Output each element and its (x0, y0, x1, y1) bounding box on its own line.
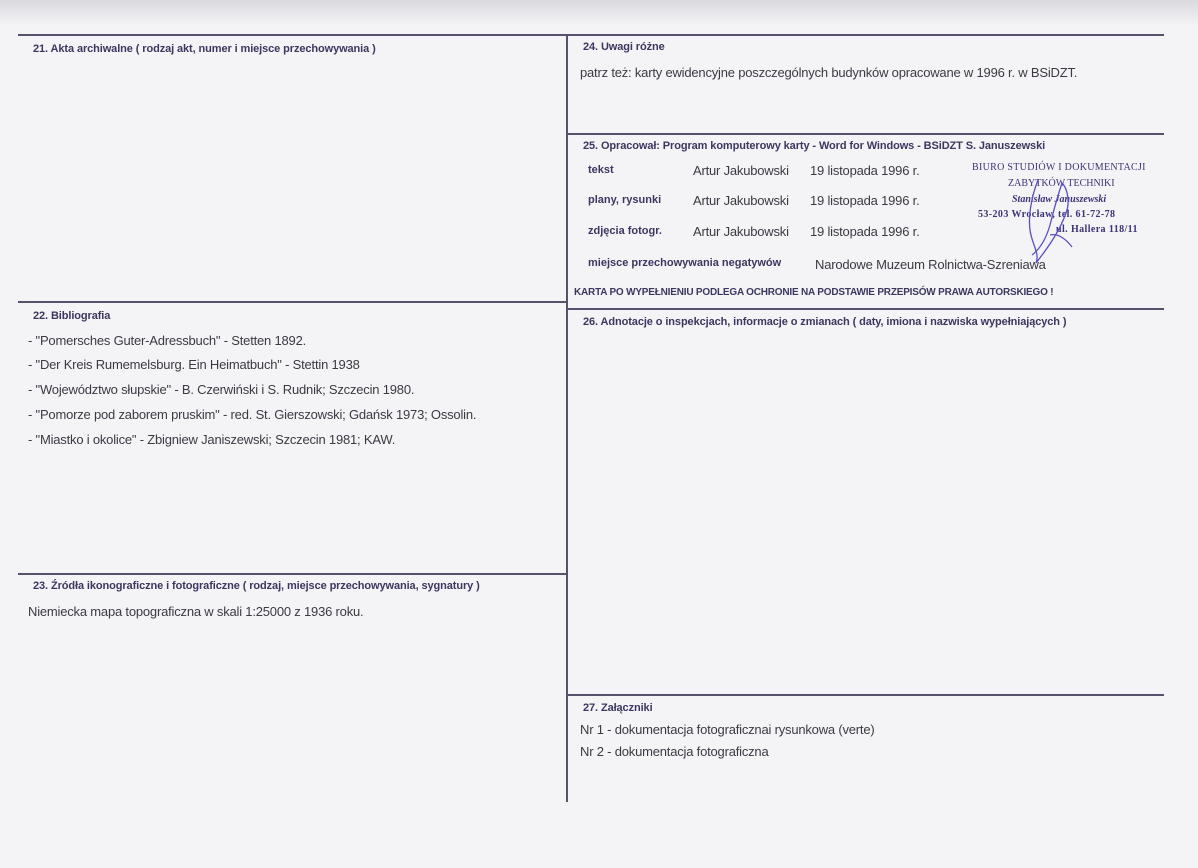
bibliography-item: - "Pomersches Guter-Adressbuch" - Stetten 1892. (28, 333, 307, 348)
attachment-item: Nr 2 - dokumentacja fotograficzna (580, 744, 769, 759)
stamp-line: ZABYTKÓW TECHNIKI (1008, 178, 1115, 189)
attachment-item: Nr 1 - dokumentacja fotograficznai rysunkowa (verte) (580, 722, 875, 737)
bibliography-item: - "Der Kreis Rumemelsburg. Ein Heimatbuch" - Stettin 1938 (28, 357, 360, 372)
section-27-header: 27. Załączniki (583, 702, 653, 714)
remarks-text: patrz też: karty ewidencyjne poszczególnych budynków opracowane w 1996 r. w BSiDZT. (580, 65, 1078, 80)
rule-left-23 (18, 573, 568, 575)
stamp-line: BIURO STUDIÓW I DOKUMENTACJI (972, 162, 1146, 173)
section-23-header: 23. Źródła ikonograficzne i fotograficzne ( rodzaj, miejsce przechowywania, sygnatury ) (33, 580, 480, 592)
prepared-date: 19 listopada 1996 r. (810, 224, 920, 239)
bibliography-item: - "Pomorze pod zaborem pruskim" - red. St. Gierszowski; Gdańsk 1973; Ossolin. (28, 407, 477, 422)
prepared-author: Artur Jakubowski (693, 163, 789, 178)
prepared-author: Artur Jakubowski (693, 224, 789, 239)
scan-top-edge (0, 0, 1198, 26)
section-25-header: 25. Opracował: Program komputerowy karty - Word for Windows - BSiDZT S. Januszewski (583, 140, 1046, 152)
prepared-label-photos: zdjęcia fotogr. (588, 225, 662, 237)
negatives-label: miejsce przechowywania negatywów (588, 257, 782, 269)
rule-left-22 (18, 301, 568, 303)
iconography-text: Niemiecka mapa topograficzna w skali 1:25000 z 1936 roku. (28, 604, 364, 619)
bibliography-item: - "Miastko i okolice" - Zbigniew Janiszewski; Szczecin 1981; KAW. (28, 432, 396, 447)
signature-mark (1010, 175, 1090, 275)
section-26-header: 26. Adnotacje o inspekcjach, informacje o zmianach ( daty, imiona i nazwiska wypełniających ) (583, 316, 1067, 328)
negatives-value: Narodowe Muzeum Rolnictwa-Szreniawa (815, 257, 1046, 272)
rule-top (18, 34, 1164, 36)
section-22-header: 22. Bibliografia (33, 310, 111, 322)
prepared-date: 19 listopada 1996 r. (810, 193, 920, 208)
stamp-line: Stanisław Januszewski (1012, 194, 1107, 205)
rule-middle-vertical (566, 34, 568, 802)
prepared-label-plans: plany, rysunki (588, 194, 662, 206)
rule-right-26 (566, 308, 1164, 310)
bibliography-item: - "Województwo słupskie" - B. Czerwiński i S. Rudnik; Szczecin 1980. (28, 382, 415, 397)
section-24-header: 24. Uwagi różne (583, 41, 665, 53)
prepared-date: 19 listopada 1996 r. (810, 163, 920, 178)
stamp-line: 53-203 Wrocław, tel. 61-72-78 (978, 209, 1116, 220)
copyright-notice: KARTA PO WYPEŁNIENIU PODLEGA OCHRONIE NA PODSTAWIE PRZEPISÓW PRAWA AUTORSKIEGO ! (574, 287, 1054, 298)
rule-right-27 (566, 694, 1164, 696)
prepared-label-text: tekst (588, 164, 614, 176)
prepared-author: Artur Jakubowski (693, 193, 789, 208)
section-21-header: 21. Akta archiwalne ( rodzaj akt, numer i miejsce przechowywania ) (33, 43, 376, 55)
stamp-line: ul. Hallera 118/11 (1056, 224, 1138, 235)
rule-right-25 (566, 133, 1164, 135)
